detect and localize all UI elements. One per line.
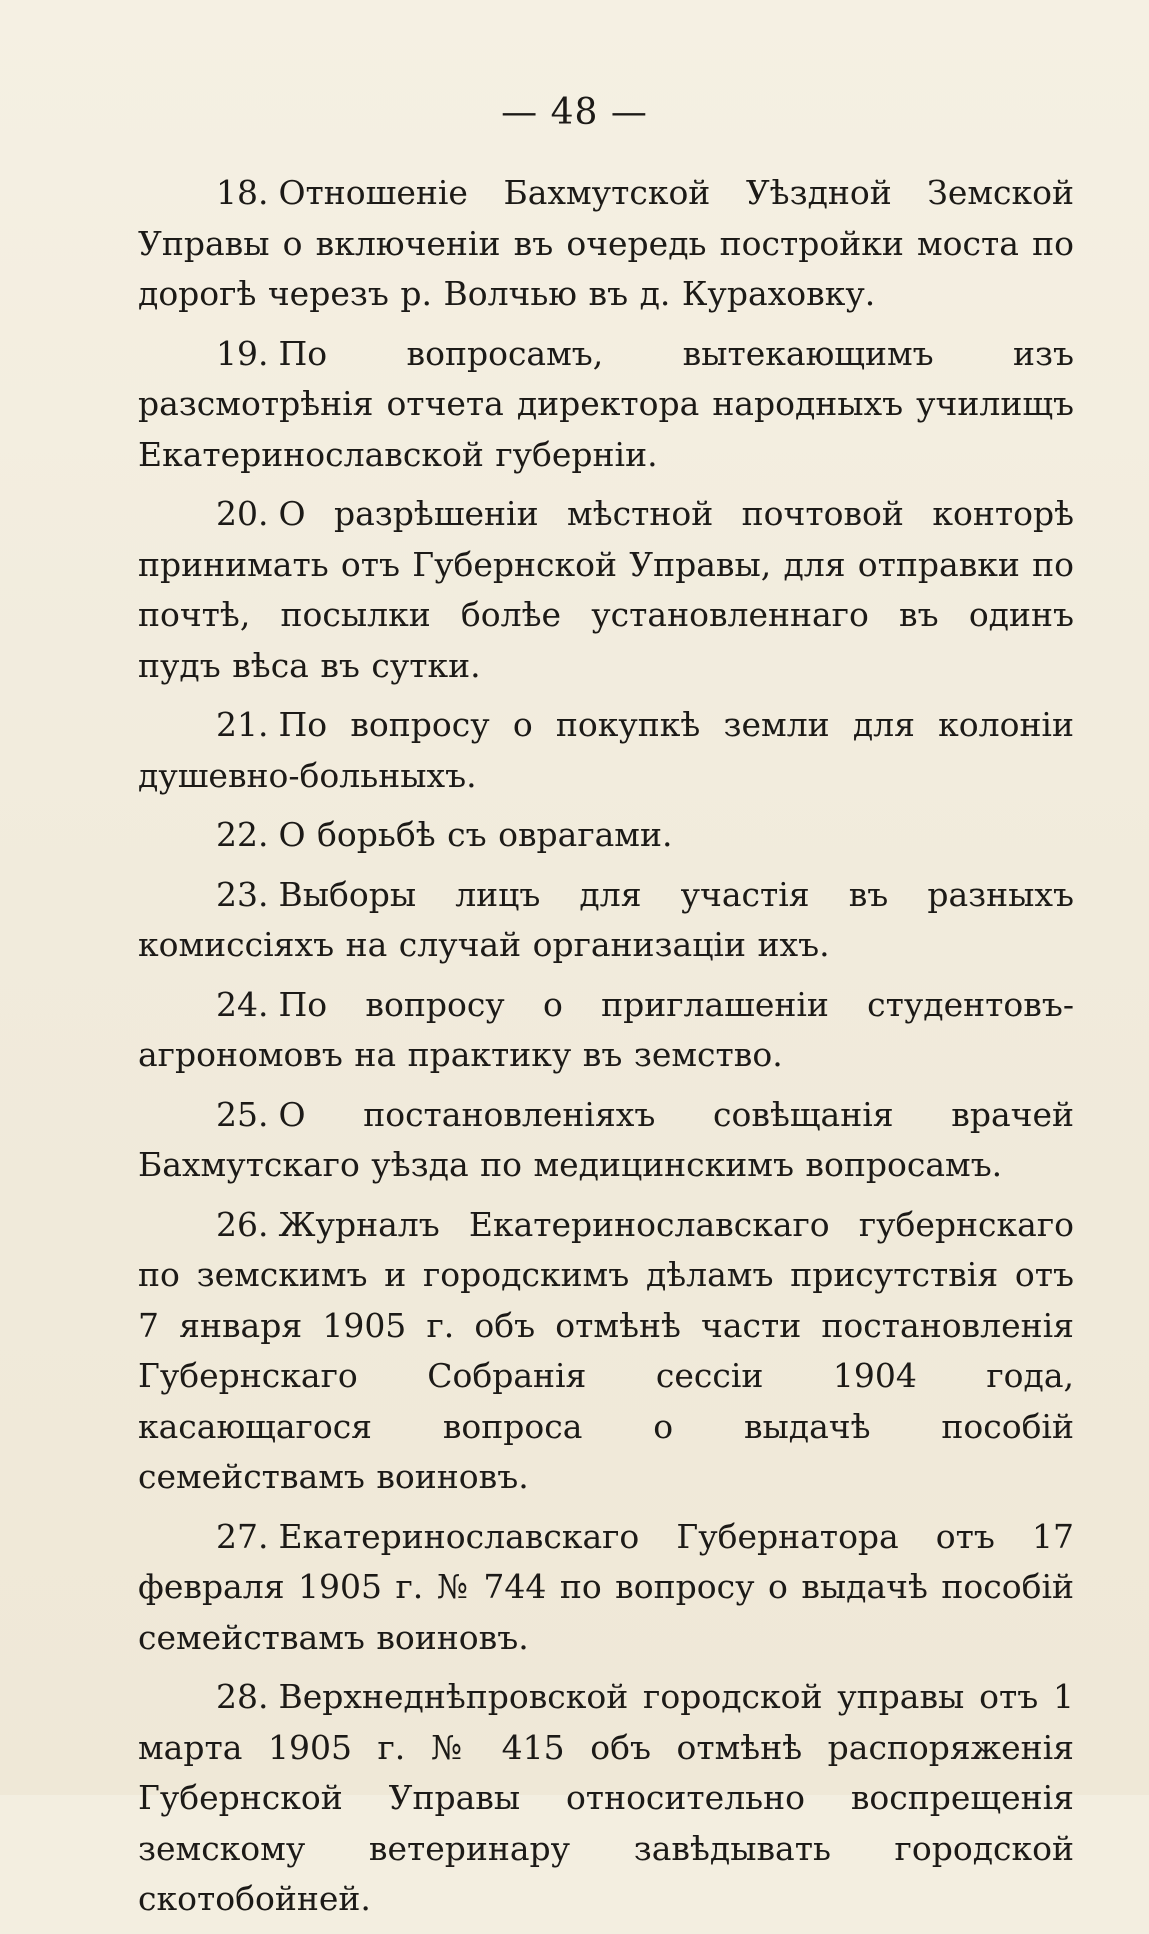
item-text: Верхнеднѣпровской городской управы отъ 1 марта 1905 г. № 415 объ отмѣнѣ распоряженія Губернской Управы относительно воспрещенія земскому ветеринару завѣдывать городской скотобойней. [138, 1677, 1074, 1918]
item-text: О постановленіяхъ совѣщанія врачей Бахмутскаго уѣзда по медицинскимъ вопросамъ. [138, 1094, 1074, 1184]
item-text: Журналъ Екатеринославскаго губернскаго по земскимъ и городскимъ дѣламъ присутствія отъ 7 января 1905 г. объ отмѣнѣ части постановленія Губернскаго Собранія сессіи 1904 года, касающагося вопроса о выдачѣ пособій семействамъ воиновъ. [138, 1204, 1074, 1496]
item-number: 24. [216, 984, 269, 1024]
item-number: 28. [216, 1677, 269, 1716]
list-item [138, 1512, 1074, 1664]
item-number: 21. [216, 705, 269, 744]
item-text: Отношеніе Бахмутской Уѣздной Земской Управы о включеніи въ очередь постройки моста по дорогѣ черезъ р. Волчью въ д. Кураховку. [138, 173, 1074, 313]
item-number: 25. [216, 1094, 269, 1134]
list-item [138, 489, 1074, 691]
item-text: По вопросу о приглашеніи студентовъ-агрономовъ на практику въ земство. [138, 984, 1074, 1074]
entry-list [138, 168, 1074, 1934]
item-text: О борьбѣ съ оврагами. [278, 815, 673, 854]
item-text: По вопросамъ, вытекающимъ изъ разсмотрѣнія отчета директора народныхъ училищъ Екатеринославской губерніи. [138, 333, 1074, 474]
list-item [138, 810, 1074, 861]
item-text: Выборы лицъ для участія въ разныхъ комиссіяхъ на случай организаціи ихъ. [138, 874, 1074, 964]
item-number: 19. [216, 333, 269, 373]
list-item [138, 1200, 1074, 1503]
item-number: 20. [216, 494, 269, 533]
list-item [138, 1672, 1074, 1925]
item-text: О разрѣшеніи мѣстной почтовой конторѣ принимать отъ Губернской Управы, для отправки по почтѣ, посылки болѣе установленнаго въ одинъ пудъ вѣса въ сутки. [138, 494, 1074, 685]
item-number: 27. [216, 1516, 269, 1556]
list-item [138, 329, 1074, 481]
item-number: 23. [216, 874, 269, 914]
item-number: 26. [216, 1204, 269, 1244]
list-item [138, 168, 1074, 320]
page-number: — 48 — [501, 92, 648, 133]
list-item [138, 980, 1074, 1081]
item-text: По вопросу о покупкѣ земли для колоніи душевно-больныхъ. [138, 705, 1074, 795]
list-item [138, 1090, 1074, 1191]
item-number: 22. [216, 815, 269, 854]
list-item [138, 870, 1074, 971]
item-number: 18. [216, 173, 269, 212]
list-item [138, 700, 1074, 801]
item-text: Екатеринославскаго Губернатора отъ 17 февраля 1905 г. № 744 по вопросу о выдачѣ пособій семействамъ воиновъ. [138, 1516, 1074, 1657]
